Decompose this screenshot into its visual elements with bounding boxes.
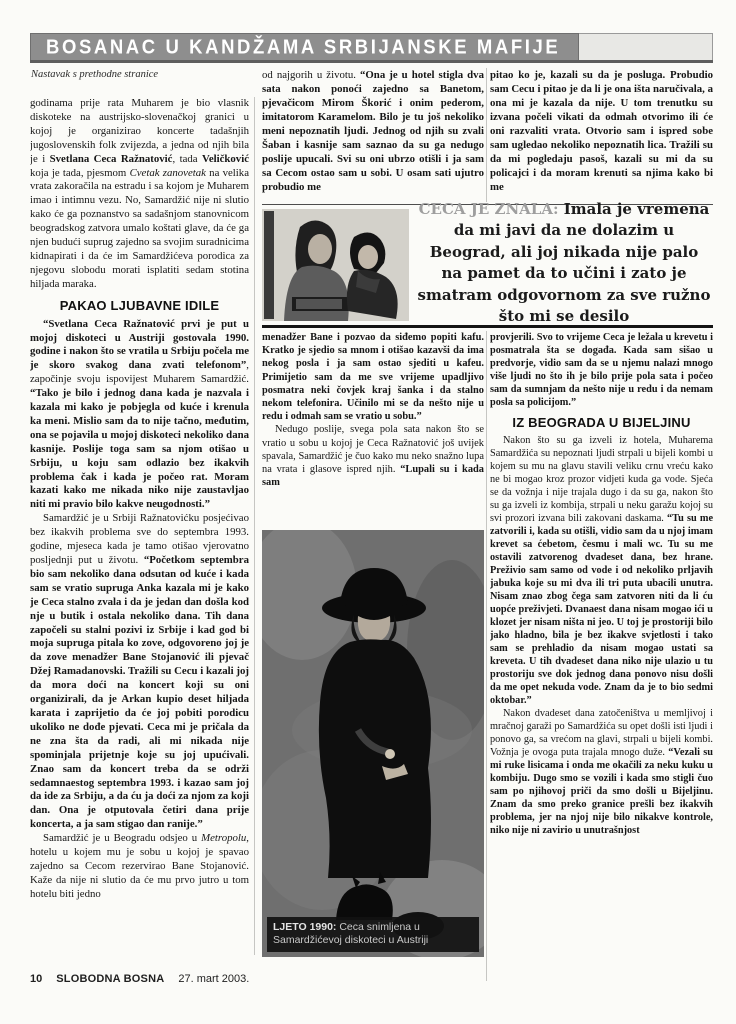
pull-quote-body: Imala je vremena da mi javi da ne dolazim u Beograd, ali joj nikada nije palo na pamet da to učini i zato je smatram odgovornom za sve ružno što mi se desilo [417, 199, 711, 325]
section-heading: PAKAO LJUBAVNE IDILE [59, 297, 220, 313]
page-number: 10 [30, 973, 43, 985]
paragraph: Nakon što su ga izveli iz hotela, Muharema Samardžića su nepoznati ljudi strpali u bijeli kombi u kojem su mu na glavu stavili veliku crnu vreću kako ne bi mogao kroz prozor vidjeti kuda ga vode. Sjeća se da vožnja i nije trajala dugo i da su ga, nakon što su ga izveli iz kombija, strpali u neku garažu kojoj su svi prozori izvana bili zakovani daskama. “Tu su me zatvorili i, kada su otišli, vidio sam da u njoj imam krevet sa ćebetom, česmu i mali wc. Tu su me ostavili zatvorenog dvadeset dana, bez hrane. Preživio sam samo od vode i od nekoliko prljavih jabuka koje su mi dva ili tri puta ubacili unutra. Nisam znao zbog čega sam zatvoren niti da li ću uopće preživjeti. Dvanaest dana nisam mogao ići u klozet jer nisam ništa ni jeo. U toj je prostoriji bilo jako hladno, bila je bez ikakve svjetlosti i tako sam se prehladio da nisam mogao ustati sa kreveta. U tih dvadeset dana niko nije ulazio u tu prostoriju sve dok jednog dana ponovo nisu došli da me opet nekuda vode. Znam da je to bio sedmi oktobar.” [490, 435, 713, 706]
couple-photo [262, 209, 409, 321]
page-footer [30, 973, 257, 985]
paragraph: “Svetlana Ceca Ražnatović prvi je put u mojoj diskoteci u Austriji gostovala 1990. godine i nakon što se vratila u Srbiju počela me je skoro svakog dana zvati telefonom”, započinje svoju ispovijest Muharem Samardžić. “Tako je bilo i jednog dana kada je nazvala i kazala mi kako je pobjegla od kuće i krenula ka meni. Mislio sam da to nije tačno, međutim, ona se pojavila u mojoj diskoteci nekoliko dana kasnije. Poslije toga sam sa njom otišao u Srbiju, u koju sam odlazio bez ikakvih problema čak i kada je počeo rat. Moram kazati kako me nikada niko nije zaustavljao niti mi pravio bilo kakve neugodnosti.” [30, 317, 249, 511]
paragraph: Nedugo poslije, svega pola sata nakon što se vratio u sobu u kojoj je Ceca Ražnatović još uvijek spavala, Samardžić je čuo kako mu neko snažno lupa na vrata i glasove ispred njih. “Lupali su i kada sam [262, 424, 484, 489]
banner-light-segment [579, 33, 713, 60]
photo-caption-text: Ceca snimljena u Samardžićevoj diskoteci u Austriji [273, 921, 429, 946]
text-column-3-bottom [490, 331, 713, 837]
pull-quote-block [262, 199, 713, 328]
paragraph: Samardžić je u Beogradu odsjeo u Metropolu, hotelu u kojem mu je sobu u kojoj je spavao zajedno sa Cecom rezervirao Bane Stojanović. Kaže da nije ni slutio da će mu prvo jutro u tom hotelu biti jedno [30, 832, 249, 900]
text-column-2-middle [262, 331, 484, 489]
article-header-banner [30, 33, 713, 63]
text-column-2-top [262, 68, 484, 194]
text-column-1 [30, 97, 249, 902]
article-title: BOSANAC U KANDŽAMA SRBIJANSKE MAFIJE [46, 35, 561, 58]
column-divider [486, 331, 487, 981]
paragraph: pitao ko je, kazali su da je posluga. Probudio sam Cecu i pitao je da li je ona išta naručivala, a ona mi je kazala da nije. U tom trenutku su izvana počeli vikati da odmah otvorimo ili će oni razvaliti vrata. Otvorio sam i ispred sobe sam ugledao nekoliko nepoznatih lica. Tražili su da mi pogledaju pasoš, kazali su mi da su policajci i da moram krenuti sa njima kako bi me [490, 69, 713, 193]
paragraph: Samardžić je u Srbiji Ražnatovićku posjećivao bez ikakvih problema sve do septembra 1993. godine, mjeseca kada je tamo otišao vjerovatno posljednji put u životu. “Početkom septembra bio sam nekoliko dana odsutan od kuće i kada sam se vratio supruga Anka kazala mi je kako je Ceca stalno zvala i da je jedan dan došla kod nje u butik i ostala nekoliko dana. Tih dana započeli su stalni pozivi iz Srbije i kad god bi moja supruga pitala ko zove, odgovoreno joj je da zove menadžer Bane Stojanović ili pjevač Džej Ramadanovski. Tražili su Cecu i kazali joj da mora doći na koncert koji su oni organizirali, da je Arkan kupio deset hiljada karata i zaprijetio da će joj pobiti porodicu ukoliko ne dođe pjevati. Ceca mi je pričala da ne zna šta da radi, ali mi nikada nije spominjala prijetnje koje su joj upućivali. Znao sam da koncert treba da se održi sedamnaestog septembra 1993. i kazao sam joj da ide za Srbiju, a da ću ja doći za njom za koji dan. Ona je otputovala četiri dana prije koncerta, a ja sam stigao dan ranije.” [30, 512, 249, 831]
paragraph: provjerili. Svo to vrijeme Ceca je ležala u krevetu i posmatrala šta se događa. Kada sam sišao u predvorje, vidio sam da se u njemu nalazi mnogo više ljudi no što ih je bilo prije pola sata i počeo sam da sumnjam da nešto nije u redu i da nemam posla sa policijom.” [490, 332, 713, 408]
paragraph: menadžer Bane i pozvao da siđemo popiti kafu. Kratko je sjedio sa mnom i otišao kazavši da ima nekog posla i ja sam ostao sjediti u kafeu. Primijetio sam da me sve vrijeme upadljivo posmatra neki čovjek kraj šanka i da stalno nekom telefonira. Učinilo mi se da nešto nije u redu i odmah sam se vratio u sobu.” [262, 332, 484, 423]
text-column-3-top [490, 68, 713, 194]
paragraph: od najgorih u životu. “Ona je u hotel stigla dva sata nakon ponoći zajedno sa Banetom, pjevačicom Mirom Škorić i onim pederom, imitatorom Karamelom. Bilo je tu još nekoliko meni nepoznatih ljudi. Jednog od njih su zvali Šaban i kasnije sam saznao da su ga nedugo poslije upucali. Svi su oni ubrzo otišli i ja sam sa Cecom ostao sam u sobi. U osam sati ujutro probudio me [262, 69, 484, 193]
magazine-name: SLOBODNA BOSNA [56, 973, 165, 985]
photo-caption-label: LJETO 1990: [273, 921, 337, 933]
column-divider [254, 97, 255, 955]
pull-quote-text [409, 199, 713, 325]
ceca-hat-photo [262, 530, 484, 957]
issue-date: 27. mart 2003. [178, 973, 250, 985]
column-divider [486, 68, 487, 202]
continuation-note: Nastavak s prethodne stranice [31, 69, 159, 80]
pull-quote-label: CECA JE ZNALA: [418, 199, 559, 218]
paragraph: Nakon dvadeset dana zatočeništva u memljivoj i mračnoj garaži po Samardžića su opet došli isti ljudi i ponovo ga, sa vrećom na glavi, strpali u bijeli kombi. Vožnja je ovoga puta trajala mnogo duže. “Vezali su mi ruke lisicama i onda me okačili za neku kuku u kombiju. Dugo smo se vozili i kada smo stigli čuo sam po njihovoj priči da smo došli u Bijeljinu. Znam da smo preko granice prešli bez ikakvih problema, jer na njoj nije bilo nikakve kontrole, niko nije ni zavirio u unutrašnjost [490, 708, 713, 836]
section-heading: IZ BEOGRADA U BIJELJINU [512, 415, 691, 430]
paragraph: godinama prije rata Muharem je bio vlasnik diskoteke na austrijsko-slovenačkoj granici u kojoj je organizirao koncerte tadašnjih jugoslovenskih folk zvijezda, a jedna od njih bila je i Svetlana Ceca Ražnatović, tada Veličković koja je tada, pjesmom Cvetak zanovetak na velika vrata zakoračila na estradu i sa kojom je Muharem imao i intimnu vezu. No, Samardžić nije ni slutio kako će ga poznanstvo sa sadašnjom stanovnicom beogradskog zatvora umalo koštati glave, da će ga njen budući suprug zajedno sa svojim suradnicima kidnapirati i da će im Samardžićeva porodica za njegovu slobodu morati isplatiti sedam stotina hiljada maraka. [30, 97, 249, 290]
photo-caption [267, 917, 479, 952]
banner-dark-segment [30, 33, 579, 60]
